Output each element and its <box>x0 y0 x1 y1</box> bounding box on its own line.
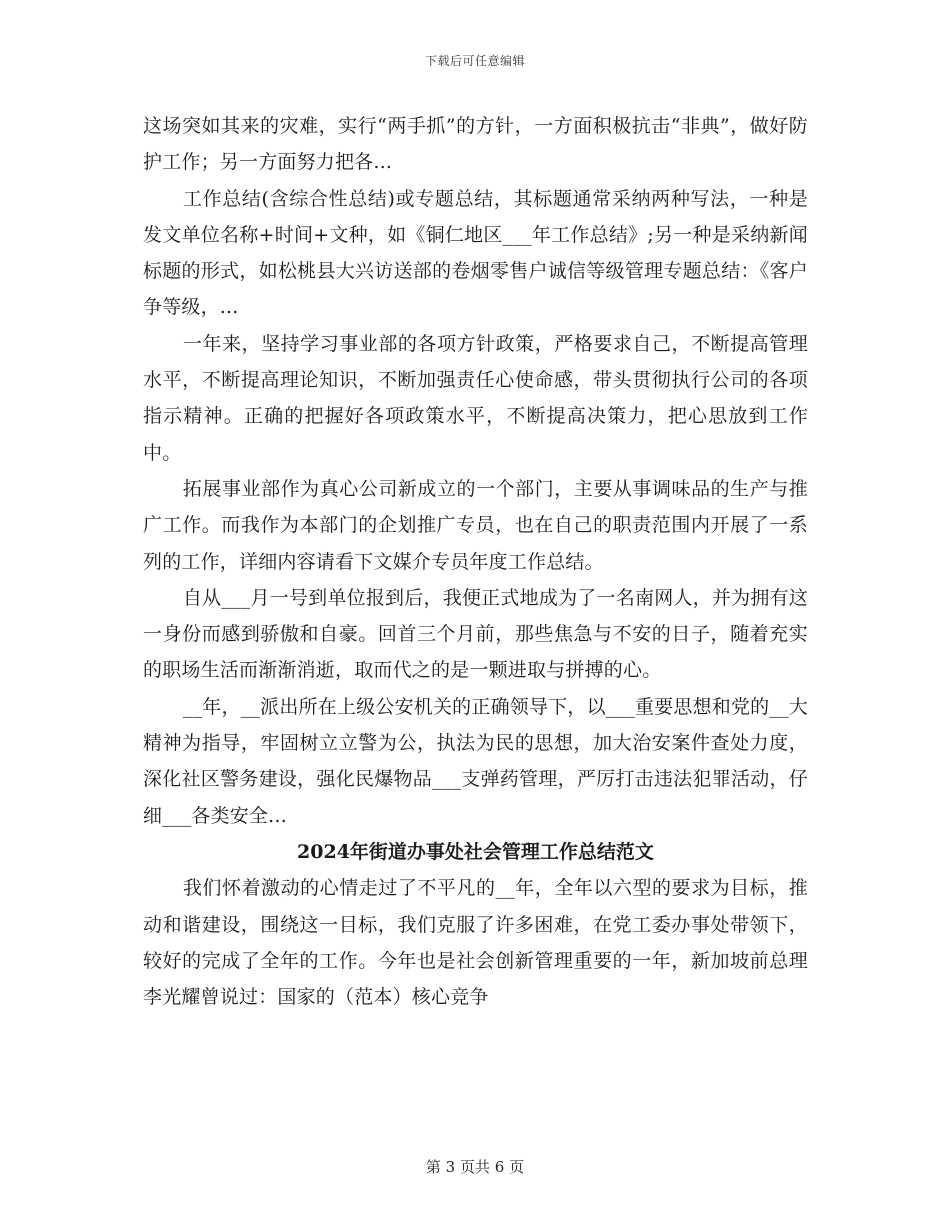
page-number: 第 3 页共 6 页 <box>425 1158 525 1176</box>
paragraph-police-station: __年，__派出所在上级公安机关的正确领导下，以___重要思想和党的__大精神为指导，牢固树立立警为公，执法为民的思想，加大治安案件查处力度，深化社区警务建设，强化民爆物品___支弹药管理，严厉打击违法犯罪活动，仔细___各类安全... <box>143 695 808 827</box>
paragraph-expansion-department: 拓展事业部作为真心公司新成立的一个部门，主要从事调味品的生产与推广工作。而我作为本部门的企划推广专员，也在自己的职责范围内开展了一系列的工作，详细内容请看下文媒介专员年度工作总结。 <box>143 477 808 573</box>
paragraph-continuation: 这场突如其来的灾难，实行“两手抓”的方针，一方面积极抗击“非典”，做好防护工作；另一方面努力把各... <box>143 115 808 174</box>
paragraph-section-intro: 我们怀着激动的心情走过了不平凡的__年，全年以六型的要求为目标，推动和谐建设，围绕这一目标，我们克服了许多困难，在党工委办事处带领下，较好的完成了全年的工作。今年也是社会创新管理重要的一年，新加坡前总理李光耀曾说过：国家的（范本）核心竞争 <box>143 877 808 1009</box>
section-title: 2024年街道办事处社会管理工作总结范文 <box>297 840 654 863</box>
paragraph-new-employee: 自从___月一号到单位报到后，我便正式地成为了一名南网人，并为拥有这一身份而感到骄傲和自豪。回首三个月前，那些焦急与不安的日子，随着充实的职场生活而渐渐消逝，取而代之的是一颗进取与拼搏的心。 <box>143 586 808 682</box>
paragraph-summary-titles: 工作总结(含综合性总结)或专题总结，其标题通常采纳两种写法，一种是发文单位名称+时间+文种，如《铜仁地区___年工作总结》;另一种是采纳新闻标题的形式，如松桃县大兴访送部的卷烟零售户诚信等级管理专题总结：《客户争等级，... <box>143 187 808 319</box>
document-body <box>143 108 808 1015</box>
paragraph-policy-study: 一年来，坚持学习事业部的各项方针政策，严格要求自己，不断提高管理水平，不断提高理论知识，不断加强责任心使命感，带头贯彻执行公司的各项指示精神。正确的把握好各项政策水平，不断提高决策力，把心思放到工作中。 <box>143 332 808 464</box>
page-header: 下载后可任意编辑 <box>424 54 525 68</box>
